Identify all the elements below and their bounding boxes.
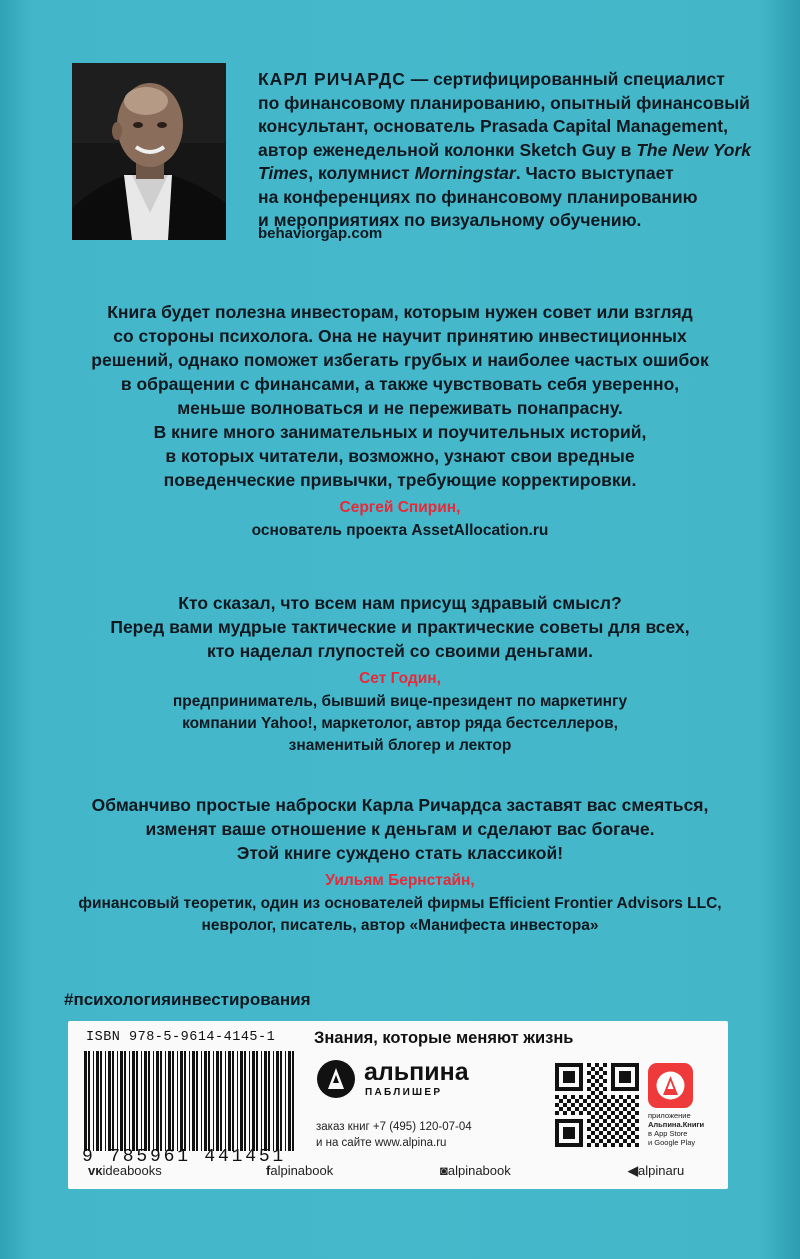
qr-module — [587, 1127, 591, 1131]
qr-module — [627, 1127, 631, 1131]
qr-module — [623, 1123, 627, 1127]
publisher-slogan: Знания, которые меняют жизнь — [314, 1029, 574, 1047]
qr-module — [595, 1087, 599, 1091]
qr-module — [599, 1075, 603, 1079]
qr-module — [599, 1115, 603, 1119]
qr-module — [631, 1131, 635, 1135]
review-quote: Кто сказал, что всем нам присущ здравый смысл? Перед вами мудрые тактические и практические советы для всех, кто наделал глупостей со своими деньгами. Сет Годин, предприниматель, бывший вице-президент по маркетингу компании Yahoo!, маркетолог, автор ряда бестселлеров, знаменитый блогер и лектор — [40, 591, 760, 757]
qr-module — [555, 1111, 559, 1115]
qr-module — [567, 1099, 571, 1103]
qr-module — [567, 1107, 571, 1111]
barcode-bar — [84, 1051, 87, 1151]
reviewer-role: знаменитый блогер и лектор — [288, 737, 512, 754]
qr-module — [599, 1091, 603, 1095]
publisher-logo-word: альпина — [364, 1058, 469, 1086]
social-link-vk[interactable]: ᴠᴋideabooks — [88, 1163, 162, 1178]
qr-module — [635, 1111, 639, 1115]
barcode-number: 9 785961 441451 — [82, 1147, 287, 1167]
qr-module — [595, 1103, 599, 1107]
qr-module — [607, 1123, 611, 1127]
qr-module — [635, 1135, 639, 1139]
qr-module — [615, 1123, 619, 1127]
qr-module — [591, 1091, 595, 1095]
barcode-bar — [148, 1051, 150, 1151]
barcode-bar — [172, 1051, 174, 1151]
qr-finder — [563, 1127, 575, 1139]
reviewer-role: компании Yahoo!, маркетолог, автор ряда бестселлеров, — [182, 715, 618, 732]
qr-module — [607, 1099, 611, 1103]
review-quote: Книга будет полезна инвесторам, которым нужен совет или взгляд со стороны психолога. Она не научит принятию инвестиционных решений, однако поможет избегать грубых и наиболее частых ошибок в обращении с финансами, а также чувствовать себя уверенно, меньше волноваться и не переживать понапрасну. В книге много занимательных и поучительных историй, в которых читатели, возможно, узнают свои вредные поведенческие привычки, требующие корректировки. Сергей Спирин, основатель проекта AssetAllocation.ru — [40, 300, 760, 542]
barcode-bar — [280, 1051, 282, 1151]
qr-module — [591, 1107, 595, 1111]
barcode-bar — [153, 1051, 154, 1151]
qr-module — [591, 1075, 595, 1079]
alpina-app-icon — [648, 1063, 693, 1108]
author-name: КАРЛ РИЧАРДС — [258, 69, 406, 89]
qr-module — [571, 1111, 575, 1115]
qr-module — [623, 1115, 627, 1119]
qr-module — [587, 1103, 591, 1107]
barcode-bar — [220, 1051, 222, 1151]
qr-module — [607, 1115, 611, 1119]
publisher-panel — [68, 1021, 728, 1189]
barcode-bar — [117, 1051, 118, 1151]
qr-module — [559, 1099, 563, 1103]
reviewer-role: невролог, писатель, автор «Манифеста инвестора» — [201, 917, 599, 934]
social-links — [88, 1163, 708, 1183]
barcode-bar — [105, 1051, 106, 1151]
qr-module — [591, 1115, 595, 1119]
qr-module — [599, 1099, 603, 1103]
qr-module — [623, 1131, 627, 1135]
qr-module — [615, 1131, 619, 1135]
qr-module — [607, 1139, 611, 1143]
vk-icon: ᴠᴋ — [88, 1163, 103, 1178]
qr-module — [615, 1115, 619, 1119]
qr-module — [619, 1111, 623, 1115]
qr-module — [595, 1119, 599, 1123]
qr-module — [595, 1063, 599, 1067]
qr-module — [627, 1119, 631, 1123]
qr-module — [591, 1099, 595, 1103]
app-store-text: приложение Альпина.Книги в App Store и Google Play — [648, 1111, 705, 1147]
order-info: заказ книг +7 (495) 120-07-04 и на сайте www.alpina.ru — [316, 1121, 472, 1149]
qr-module — [611, 1119, 615, 1123]
qr-module — [563, 1095, 567, 1099]
qr-module — [611, 1143, 615, 1147]
barcode-bar — [208, 1051, 210, 1151]
qr-module — [611, 1103, 615, 1107]
reviewer-role: финансовый теоретик, один из основателей фирмы Efficient Frontier Advisors LLC, — [78, 895, 722, 912]
alpina-logo-icon — [316, 1059, 356, 1099]
social-link-facebook[interactable]: falpinabook — [266, 1163, 334, 1178]
qr-module — [627, 1103, 631, 1107]
barcode-bar — [196, 1051, 198, 1151]
barcode-bar — [120, 1051, 123, 1151]
barcode-bar — [268, 1051, 270, 1151]
barcode-bar — [261, 1051, 262, 1151]
qr-module — [587, 1087, 591, 1091]
qr-module — [575, 1099, 579, 1103]
barcode-bar — [273, 1051, 274, 1151]
qr-module — [555, 1095, 559, 1099]
qr-module — [599, 1083, 603, 1087]
qr-module — [587, 1079, 591, 1083]
qr-finder — [619, 1071, 631, 1083]
qr-module — [599, 1123, 603, 1127]
qr-module — [587, 1095, 591, 1099]
barcode-bar — [276, 1051, 279, 1151]
qr-module — [627, 1095, 631, 1099]
barcode-bar — [93, 1051, 94, 1151]
qr-module — [591, 1067, 595, 1071]
qr-code — [555, 1063, 639, 1147]
facebook-icon: f — [266, 1163, 271, 1178]
qr-module — [619, 1095, 623, 1099]
reviewer-name: Сет Годин, — [359, 670, 441, 687]
barcode-bar — [201, 1051, 202, 1151]
qr-module — [627, 1143, 631, 1147]
barcode-bar — [216, 1051, 219, 1151]
qr-module — [563, 1103, 567, 1107]
qr-module — [615, 1099, 619, 1103]
barcode-bar — [141, 1051, 142, 1151]
qr-module — [603, 1119, 607, 1123]
barcode-bar — [288, 1051, 291, 1151]
qr-module — [571, 1095, 575, 1099]
barcode-bar — [204, 1051, 207, 1151]
qr-module — [583, 1107, 587, 1111]
qr-module — [587, 1143, 591, 1147]
qr-module — [599, 1139, 603, 1143]
barcode — [82, 1051, 300, 1151]
qr-module — [603, 1103, 607, 1107]
review-quote: Обманчиво простые наброски Карла Ричардса заставят вас смеяться, изменят ваше отношение к деньгам и сделают вас богаче. Этой книге суждено стать классикой! Уильям Бернстайн, финансовый теоретик, один из основателей фирмы Efficient Frontier Advisors LLC, невролог, писатель, автор «Манифеста инвестора» — [40, 793, 760, 937]
barcode-bar — [160, 1051, 162, 1151]
qr-module — [631, 1099, 635, 1103]
barcode-bar — [88, 1051, 90, 1151]
barcode-bar — [180, 1051, 183, 1151]
qr-module — [599, 1107, 603, 1111]
barcode-bar — [168, 1051, 171, 1151]
author-photo — [72, 63, 226, 240]
qr-module — [611, 1135, 615, 1139]
qr-finder — [563, 1071, 575, 1083]
barcode-bar — [256, 1051, 258, 1151]
qr-module — [579, 1111, 583, 1115]
barcode-bar — [192, 1051, 195, 1151]
qr-module — [595, 1079, 599, 1083]
qr-module — [591, 1083, 595, 1087]
qr-module — [619, 1103, 623, 1107]
qr-module — [635, 1127, 639, 1131]
barcode-bar — [156, 1051, 159, 1151]
qr-module — [635, 1095, 639, 1099]
reviewer-role: предприниматель, бывший вице-президент по маркетингу — [172, 693, 628, 710]
qr-module — [627, 1111, 631, 1115]
qr-module — [563, 1111, 567, 1115]
qr-module — [591, 1139, 595, 1143]
barcode-bar — [124, 1051, 126, 1151]
qr-module — [587, 1063, 591, 1067]
qr-module — [595, 1127, 599, 1131]
qr-module — [631, 1115, 635, 1119]
barcode-bar — [225, 1051, 226, 1151]
qr-module — [615, 1139, 619, 1143]
barcode-bar — [144, 1051, 147, 1151]
qr-module — [591, 1123, 595, 1127]
qr-module — [623, 1099, 627, 1103]
isbn: ISBN 978-5-9614-4145-1 — [86, 1030, 276, 1045]
barcode-bar — [189, 1051, 190, 1151]
barcode-bar — [232, 1051, 234, 1151]
barcode-bar — [213, 1051, 214, 1151]
barcode-bar — [165, 1051, 166, 1151]
barcode-bar — [136, 1051, 138, 1151]
reviewer-name: Уильям Бернстайн, — [325, 872, 475, 889]
publisher-logo-sub: ПАБЛИШЕР — [365, 1087, 443, 1098]
qr-module — [603, 1079, 607, 1083]
barcode-bar — [177, 1051, 178, 1151]
qr-module — [595, 1095, 599, 1099]
qr-module — [603, 1135, 607, 1139]
qr-module — [571, 1103, 575, 1107]
qr-module — [599, 1067, 603, 1071]
social-link-telegram[interactable]: ◀alpinaru — [628, 1163, 685, 1178]
hashtag: #психологияинвестирования — [64, 990, 311, 1009]
qr-module — [603, 1095, 607, 1099]
qr-module — [587, 1135, 591, 1139]
author-bio: КАРЛ РИЧАРДС — сертифицированный специалист по финансовому планированию, опытный финансовый консультант, основатель Prasada Capital Management, автор еженедельной колонки Sketch Guy в The New York Times, колумнист Morningstar. Часто выступает на конференциях по финансовому планированию и мероприятиях по визуальному обучению. — [258, 69, 751, 230]
qr-module — [575, 1107, 579, 1111]
qr-module — [603, 1127, 607, 1131]
qr-module — [635, 1103, 639, 1107]
qr-module — [595, 1111, 599, 1115]
barcode-bar — [184, 1051, 186, 1151]
barcode-bar — [237, 1051, 238, 1151]
barcode-bar — [112, 1051, 114, 1151]
qr-module — [603, 1063, 607, 1067]
qr-module — [599, 1131, 603, 1135]
qr-module — [619, 1127, 623, 1131]
qr-module — [603, 1143, 607, 1147]
qr-module — [623, 1107, 627, 1111]
qr-module — [595, 1135, 599, 1139]
qr-module — [611, 1095, 615, 1099]
qr-module — [559, 1107, 563, 1111]
qr-module — [611, 1111, 615, 1115]
social-link-instagram[interactable]: ◙alpinabook — [440, 1163, 511, 1178]
qr-module — [615, 1107, 619, 1111]
qr-module — [631, 1107, 635, 1111]
qr-module — [635, 1119, 639, 1123]
qr-module — [595, 1071, 599, 1075]
qr-module — [587, 1071, 591, 1075]
barcode-bar — [285, 1051, 286, 1151]
qr-module — [607, 1131, 611, 1135]
barcode-bar — [240, 1051, 243, 1151]
telegram-icon: ◀ — [628, 1163, 638, 1178]
reviewer-role: основатель проекта AssetAllocation.ru — [251, 522, 549, 539]
qr-module — [595, 1143, 599, 1147]
barcode-bar — [249, 1051, 250, 1151]
qr-module — [603, 1111, 607, 1115]
qr-module — [619, 1143, 623, 1147]
barcode-bar — [292, 1051, 294, 1151]
qr-module — [579, 1103, 583, 1107]
qr-module — [587, 1111, 591, 1115]
qr-module — [611, 1127, 615, 1131]
barcode-bar — [132, 1051, 135, 1151]
barcode-bar — [96, 1051, 99, 1151]
qr-module — [607, 1107, 611, 1111]
barcode-bar — [108, 1051, 111, 1151]
qr-module — [587, 1119, 591, 1123]
barcode-bar — [228, 1051, 231, 1151]
qr-module — [631, 1139, 635, 1143]
author-website: behaviorgap.com — [258, 225, 383, 242]
instagram-icon: ◙ — [440, 1163, 448, 1178]
barcode-bar — [129, 1051, 130, 1151]
qr-module — [631, 1123, 635, 1127]
qr-module — [619, 1135, 623, 1139]
barcode-bar — [252, 1051, 255, 1151]
qr-module — [623, 1139, 627, 1143]
qr-module — [619, 1119, 623, 1123]
barcode-bar — [264, 1051, 267, 1151]
qr-module — [635, 1143, 639, 1147]
reviewer-name: Сергей Спирин, — [339, 499, 461, 516]
qr-module — [603, 1071, 607, 1075]
qr-module — [627, 1135, 631, 1139]
barcode-bar — [100, 1051, 102, 1151]
barcode-bar — [244, 1051, 246, 1151]
qr-module — [603, 1087, 607, 1091]
qr-module — [555, 1103, 559, 1107]
qr-module — [583, 1099, 587, 1103]
qr-module — [579, 1095, 583, 1099]
qr-module — [591, 1131, 595, 1135]
